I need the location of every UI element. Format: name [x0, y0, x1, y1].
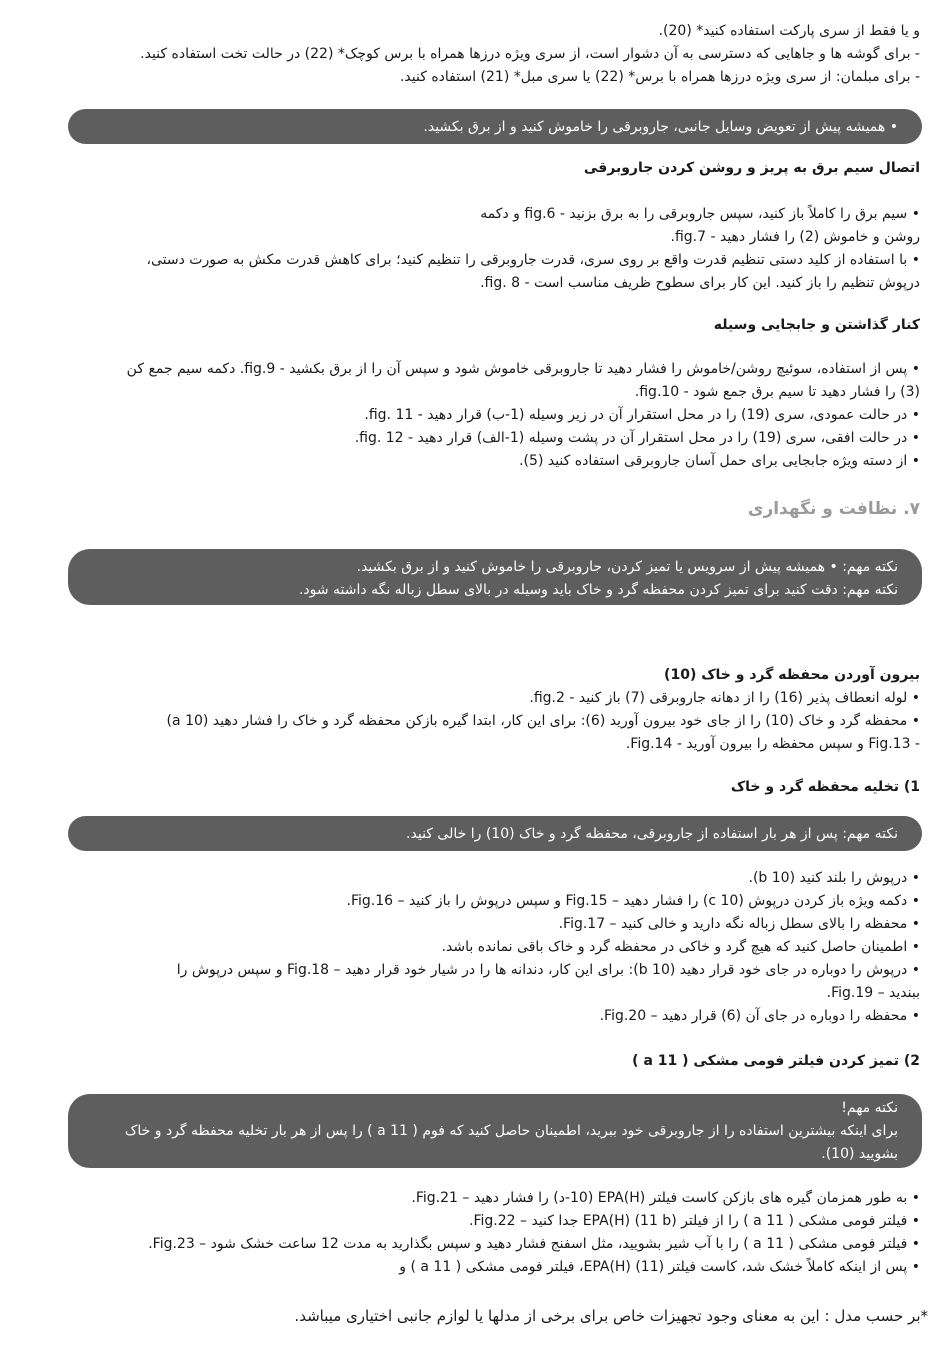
connect-body: [30, 203, 920, 295]
connect-heading: اتصال سیم برق به پریز و روشن کردن جاروبرقی: [583, 160, 920, 176]
empty-step-line: • اطمینان حاصل کنید که هیچ گرد و خاکی در محفظه گرد و خاک باقی نمانده باشد.: [441, 939, 920, 955]
empty-step-line: • محفظه را بالای سطل زباله نگه دارید و خالی کنید – Fig.17.: [558, 916, 920, 932]
foam-step-line: • فیلتر فومی مشکی ( 11 a ) را با آب شیر بشویید، مثل اسفنج فشار دهید و سپس بگذارید به مدت 12 ساعت خشک شود – Fig.23.: [148, 1236, 920, 1252]
storage-heading: کنار گذاشتن و جابجایی وسیله: [713, 317, 920, 333]
empty-steps: [30, 867, 920, 1028]
note-text: • همیشه پیش از تعویض وسایل جانبی، جاروبرقی را خاموش کنید و از برق بکشید.: [423, 119, 898, 135]
remove-bin-line: • لوله انعطاف پذیر (16) را از دهانه جاروبرقی (7) باز کنید - fig.2.: [529, 690, 920, 706]
empty-bin-section: [30, 776, 920, 799]
storage-line: (3) را فشار دهید تا سیم برق جمع شود - fig.10.: [634, 384, 920, 400]
remove-bin-heading: بیرون آوردن محفظه گرد و خاک (10): [664, 667, 920, 683]
note-text: نکته مهم: • همیشه پیش از سرویس یا تمیز کردن، جاروبرقی را خاموش کنید و از برق بکشید.: [356, 559, 898, 575]
intro-line: - برای مبلمان: از سری ویژه درزها همراه با برس* (22) یا سری مبل* (21) استفاده کنید.: [399, 69, 920, 85]
note-cleaning: [68, 549, 922, 605]
foam-step-line: • به طور همزمان گیره های بازکن کاست فیلتر EPA(H) (10-د) را فشار دهید – Fig.21.: [411, 1190, 920, 1206]
intro-block: [30, 20, 920, 89]
note-text: نکته مهم: دقت کنید برای تمیز کردن محفظه گرد و خاک باید وسیله در بالای سطل زباله نگه داشته شود.: [298, 582, 898, 598]
storage-body: [30, 358, 920, 473]
foam-step-line: • فیلتر فومی مشکی ( 11 a ) را از فیلتر EPA(H) (11 b) جدا کنید – Fig.22.: [469, 1213, 920, 1229]
empty-step-line: • درپوش را دوباره در جای خود قرار دهید (10 b): برای این کار، دندانه ها را در شیار خود قرار دهید – Fig.18 و سپس درپوش را: [176, 962, 920, 978]
note-foam: [68, 1094, 922, 1168]
storage-section: [30, 314, 920, 337]
note-accessories: [68, 109, 922, 144]
storage-line: • پس از استفاده، سوئیچ روشن/خاموش را فشار دهید تا جاروبرقی خاموش شود و سپس آن را از برق بکشید - fig.9. دکمه سیم جمع کن: [126, 361, 920, 377]
storage-line: • از دسته ویژه جابجایی برای حمل آسان جاروبرقی استفاده کنید (5).: [519, 453, 920, 469]
note-empty: [68, 816, 922, 851]
note-text: نکته مهم!: [841, 1100, 898, 1116]
remove-bin-section: [30, 664, 920, 756]
remove-bin-line: • محفظه گرد و خاک (10) را از جای خود بیرون آورید (6): برای این کار، ابتدا گیره بازکن محفظه گرد و خاک را فشار دهید (10 a): [166, 713, 920, 729]
note-text: بشویید (10).: [821, 1146, 898, 1162]
note-text: برای اینکه بیشترین استفاده را از جاروبرقی خود ببرید، اطمینان حاصل کنید که فوم ( 11 a ) را پس از هر بار تخلیه محفظه گرد و خاک: [124, 1123, 898, 1139]
footnote: *بر حسب مدل : این به معنای وجود تجهیزات خاص برای برخی از مدلها یا لوازم جانبی اختیاری میباشد.: [294, 1307, 928, 1325]
section-title: ۷. نظافت و نگهداری: [747, 499, 920, 519]
note-text: نکته مهم: پس از هر بار استفاده از جاروبرقی، محفظه گرد و خاک (10) را خالی کنید.: [406, 826, 898, 842]
remove-bin-line: - Fig.13 و سپس محفظه را بیرون آورید - Fig.14.: [625, 736, 920, 752]
empty-step-line: ببندید – Fig.19.: [826, 985, 920, 1001]
connect-line: • سیم برق را کاملاً باز کنید، سپس جاروبرقی را به برق بزنید - fig.6 و دکمه: [480, 206, 920, 222]
empty-step-line: • دکمه ویژه باز کردن درپوش (10 c) را فشار دهید – Fig.15 و سپس درپوش را باز کنید – Fig.16.: [346, 893, 920, 909]
foam-steps: [30, 1187, 920, 1279]
storage-line: • در حالت افقی، سری (19) را در محل استقرار آن در پشت وسیله (1-الف) قرار دهید - fig. 12.: [354, 430, 920, 446]
intro-line: - برای گوشه ها و جاهایی که دسترسی به آن دشوار است، از سری ویژه درزها همراه با برس کوچک* (22) در حالت تخت استفاده کنید.: [140, 46, 920, 62]
connect-line: روشن و خاموش (2) را فشار دهید - fig.7.: [670, 229, 920, 245]
empty-step-line: • درپوش را بلند کنید (10 b).: [748, 870, 920, 886]
empty-step-line: • محفظه را دوباره در جای آن (6) قرار دهید – Fig.20.: [599, 1008, 920, 1024]
empty-bin-heading: 1) تخلیه محفظه گرد و خاک: [730, 779, 920, 795]
connect-section: [30, 157, 920, 180]
foam-filter-section: [30, 1050, 920, 1073]
storage-line: • در حالت عمودی، سری (19) را در محل استقرار آن در زیر وسیله (1-ب) قرار دهید - fig. 11.: [364, 407, 920, 423]
connect-line: درپوش تنظیم را باز کنید. این کار برای سطوح ظریف مناسب است - fig. 8.: [480, 275, 920, 291]
connect-line: • با استفاده از کلید دستی تنظیم قدرت واقع بر روی سری، قدرت جاروبرقی را تنظیم کنید؛ برای کاهش قدرت مکش به صورت دستی،: [146, 252, 920, 268]
foam-step-line: • پس از اینکه کاملاً خشک شد، کاست فیلتر EPA(H) (11)، فیلتر فومی مشکی ( 11 a ) و: [399, 1259, 920, 1275]
intro-line: و یا فقط از سری پارکت استفاده کنید* (20).: [658, 23, 920, 39]
foam-filter-heading: 2) تمیز کردن فیلتر فومی مشکی ( 11 a ): [632, 1053, 920, 1069]
